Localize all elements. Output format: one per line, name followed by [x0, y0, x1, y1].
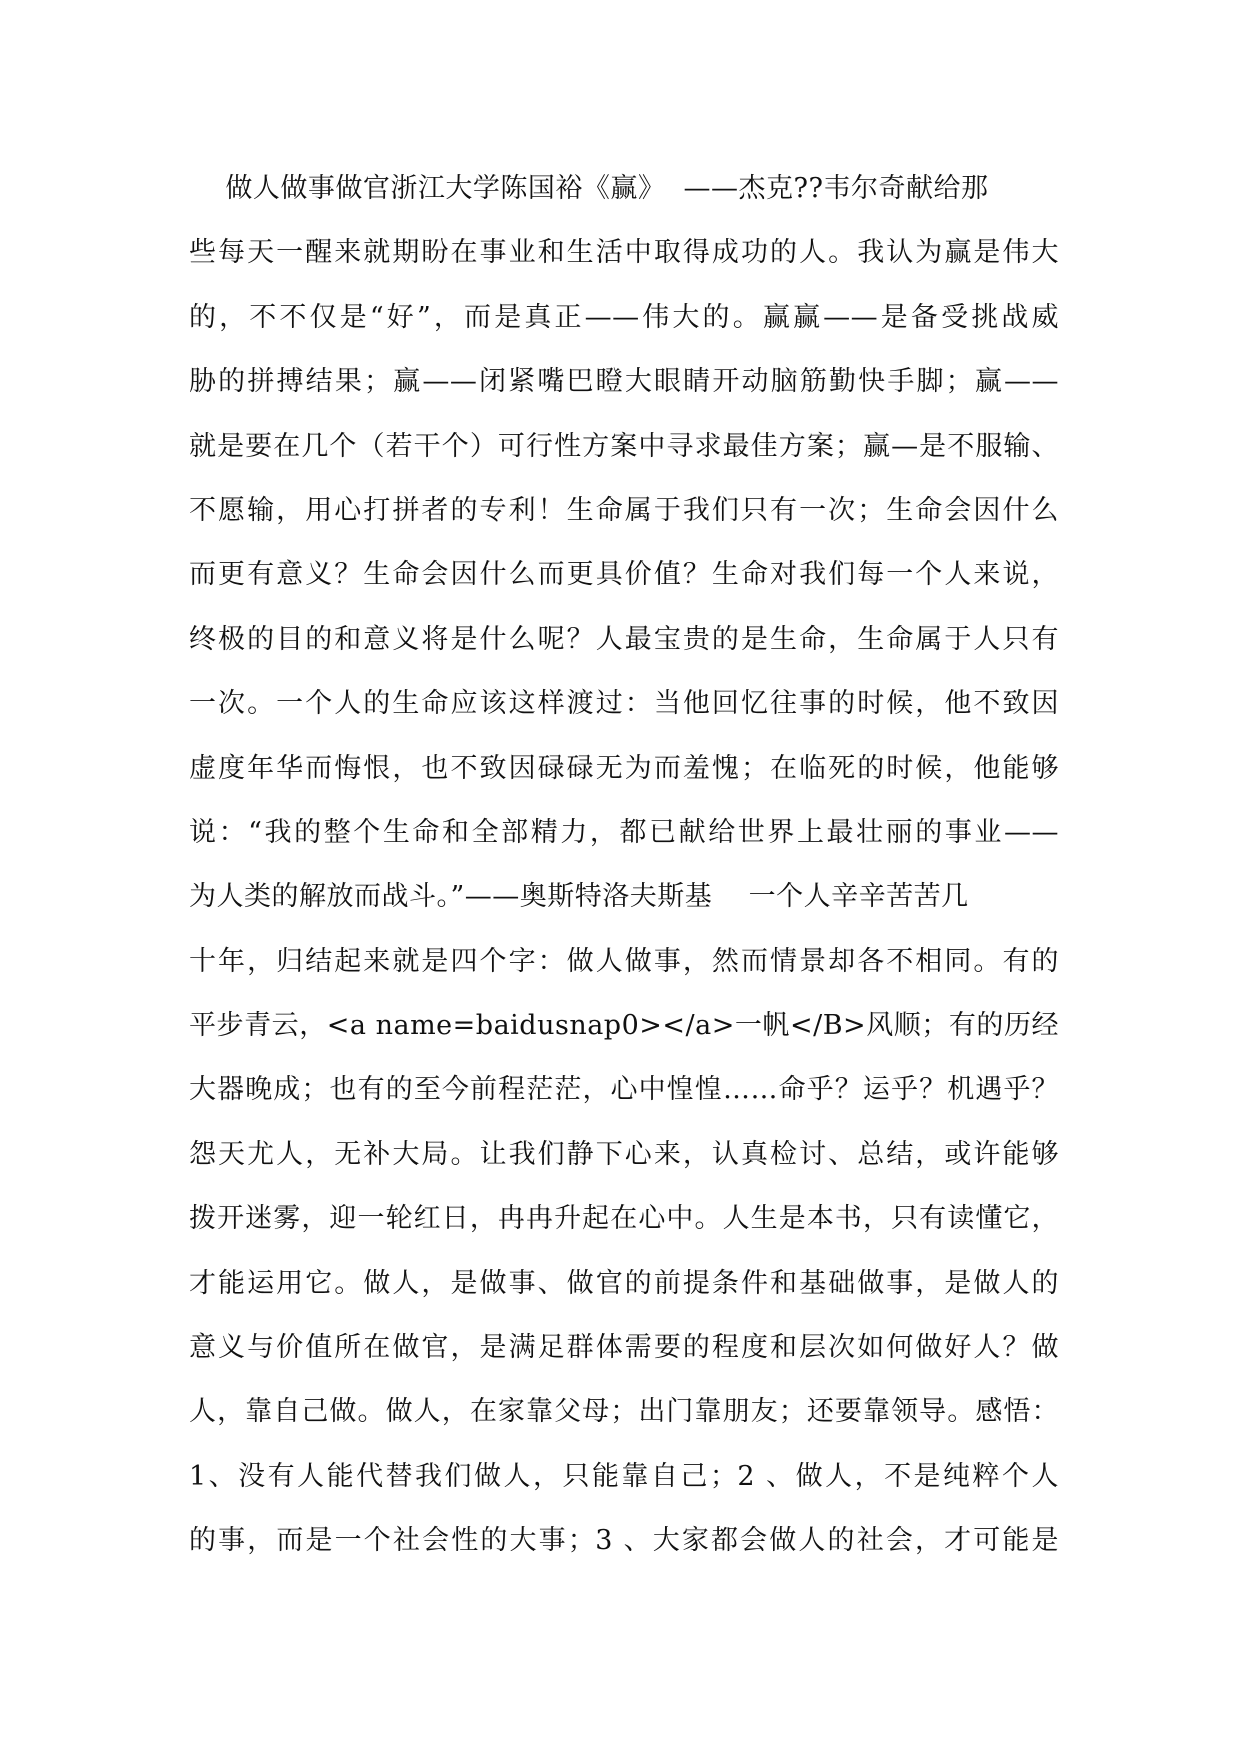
text-line: 十年，归结起来就是四个字：做人做事，然而情景却各不相同。有的 [189, 945, 1059, 977]
text-line: 就是要在几个（若干个）可行性方案中寻求最佳方案；赢—是不服输、 [189, 430, 1059, 462]
text-line-first: 做人做事做官浙江大学陈国裕《赢》 ——杰克??韦尔奇献给那 [189, 173, 989, 204]
text-line: 虚度年华而悔恨，也不致因碌碌无为而羞愧；在临死的时候，他能够 [189, 752, 1059, 784]
text-line: 为人类的解放而战斗。”——奥斯特洛夫斯基 一个人辛辛苦苦几 [189, 881, 969, 913]
text-line: 意义与价值所在做官，是满足群体需要的程度和层次如何做好人？做 [189, 1332, 1059, 1364]
text-line: 而更有意义？生命会因什么而更具价值？生命对我们每一个人来说， [189, 559, 1059, 591]
text-line: 大器晚成；也有的至今前程茫茫，心中惶惶……命乎？运乎？机遇乎？ [189, 1074, 1059, 1106]
text-line: 不愿输，用心打拼者的专利！生命属于我们只有一次；生命会因什么 [189, 494, 1059, 526]
text-line: 胁的拼搏结果；赢——闭紧嘴巴瞪大眼睛开动脑筋勤快手脚；赢—— [189, 366, 1059, 398]
text-line: 些每天一醒来就期盼在事业和生活中取得成功的人。我认为赢是伟大 [189, 237, 1059, 269]
text-line: 怨天尤人，无补大局。让我们静下心来，认真检讨、总结，或许能够 [189, 1138, 1059, 1170]
body-text [189, 157, 1059, 1574]
text-line: 平步青云，<a name=baidusnap0></a>一帆</B>风顺；有的历经 [189, 1010, 1059, 1042]
text-line: 的事，而是一个社会性的大事；3 、大家都会做人的社会，才可能是 [189, 1525, 1059, 1557]
text-line: 拨开迷雾，迎一轮红日，冉冉升起在心中。人生是本书，只有读懂它， [189, 1203, 1059, 1235]
text-line: 1、没有人能代替我们做人，只能靠自己；2 、做人，不是纯粹个人 [189, 1460, 1059, 1492]
text-line: 一次。一个人的生命应该这样渡过：当他回忆往事的时候，他不致因 [189, 688, 1059, 720]
text-line: 人，靠自己做。做人，在家靠父母；出门靠朋友；还要靠领导。感悟： [189, 1396, 1059, 1428]
text-line: 才能运用它。做人，是做事、做官的前提条件和基础做事，是做人的 [189, 1267, 1059, 1299]
text-line: 说：“我的整个生命和全部精力，都已献给世界上最壮丽的事业—— [189, 816, 1059, 848]
text-line: 终极的目的和意义将是什么呢？人最宝贵的是生命，生命属于人只有 [189, 623, 1059, 655]
text-line: 的，不不仅是“好”，而是真正——伟大的。赢赢——是备受挑战威 [189, 301, 1059, 333]
